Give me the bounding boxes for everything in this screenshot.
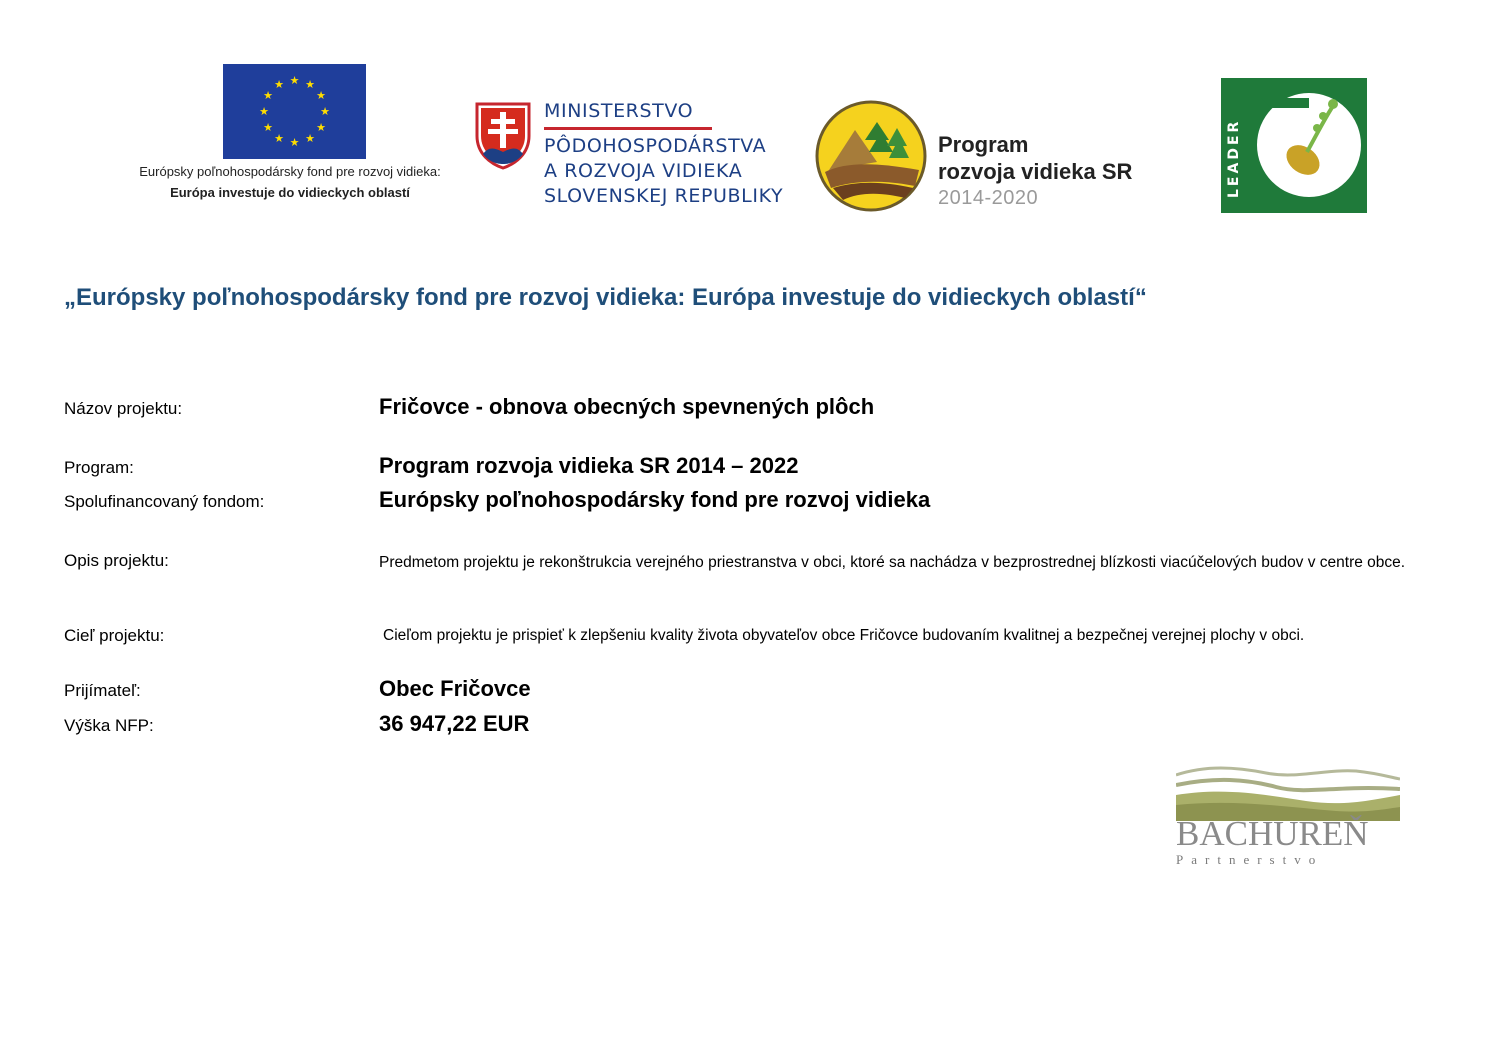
project-name-label: Názov projektu: [64, 399, 183, 418]
goal-label: Cieľ projektu: [64, 626, 165, 645]
bachuren-title: BACHUREŇ [1176, 814, 1369, 853]
svg-text:★: ★ [289, 136, 300, 149]
prv-name-line2: rozvoja vidieka SR [938, 159, 1133, 184]
project-name-value: Fričovce - obnova obecných spevnených plôch [379, 394, 875, 419]
goal-value: Cieľom projektu je prispieť k zlepšeniu kvality života obyvateľov obce Fričovce budovaním kvalitnej a bezpečnej verejnej plochy v obci. [383, 627, 1305, 644]
description-label: Opis projektu: [64, 551, 169, 570]
page-heading: „Európsky poľnohospodársky fond pre rozvoj vidieka: Európa investuje do vidieckych oblastí“ [64, 284, 1147, 311]
leader-vertical-text [1221, 78, 1245, 213]
svg-text:★: ★ [305, 132, 315, 145]
description-value: Predmetom projektu je rekonštrukcia verejného priestranstva v obci, ktoré sa nachádza v bezprostrednej blízkosti viacúčelových budov v centre obce. [379, 554, 1406, 571]
eu-caption-line1: Európsky poľnohospodársky fond pre rozvoj vidieka: [139, 164, 441, 179]
ministry-name-line4: SLOVENSKEJ REPUBLIKY [544, 185, 784, 207]
svg-text:★: ★ [320, 105, 330, 118]
ministry-name-line1: MINISTERSTVO [544, 100, 694, 122]
prv-name-line1: Program [938, 132, 1029, 157]
bachuren-subtitle: Partnerstvo [1176, 852, 1324, 867]
prv-period: 2014-2020 [938, 187, 1039, 209]
svg-text:★: ★ [274, 132, 284, 145]
eu-flag-logo [223, 64, 366, 159]
slovak-coat-of-arms-icon [475, 102, 531, 170]
svg-text:★: ★ [289, 74, 300, 87]
svg-text:★: ★ [259, 105, 269, 118]
svg-text:★: ★ [274, 78, 284, 91]
eu-stars-icon [223, 64, 366, 159]
leader-label: LEADER [1226, 118, 1242, 198]
bachuren-hills-icon [1176, 765, 1400, 821]
prv-emblem-icon [815, 100, 927, 212]
program-value: Program rozvoja vidieka SR 2014 – 2022 [379, 453, 799, 478]
eu-caption-line2: Európa investuje do vidieckych oblastí [170, 185, 410, 200]
recipient-label: Prijímateľ: [64, 681, 141, 700]
ministry-name-line3: A ROZVOJA VIDIEKA [544, 160, 743, 182]
fund-value: Európsky poľnohospodársky fond pre rozvoj vidieka [379, 487, 931, 512]
svg-text:★: ★ [305, 78, 315, 91]
amount-label: Výška NFP: [64, 716, 154, 735]
fund-label: Spolufinancovaný fondom: [64, 492, 265, 511]
svg-text:★: ★ [316, 121, 326, 134]
ministry-name-line2: PÔDOHOSPODÁRSTVA [544, 135, 767, 157]
recipient-value: Obec Fričovce [379, 676, 531, 701]
amount-value: 36 947,22 EUR [379, 711, 530, 736]
ministry-divider [544, 127, 712, 130]
svg-text:★: ★ [263, 121, 273, 134]
svg-text:★: ★ [316, 89, 326, 102]
svg-text:★: ★ [263, 89, 273, 102]
program-label: Program: [64, 458, 134, 477]
